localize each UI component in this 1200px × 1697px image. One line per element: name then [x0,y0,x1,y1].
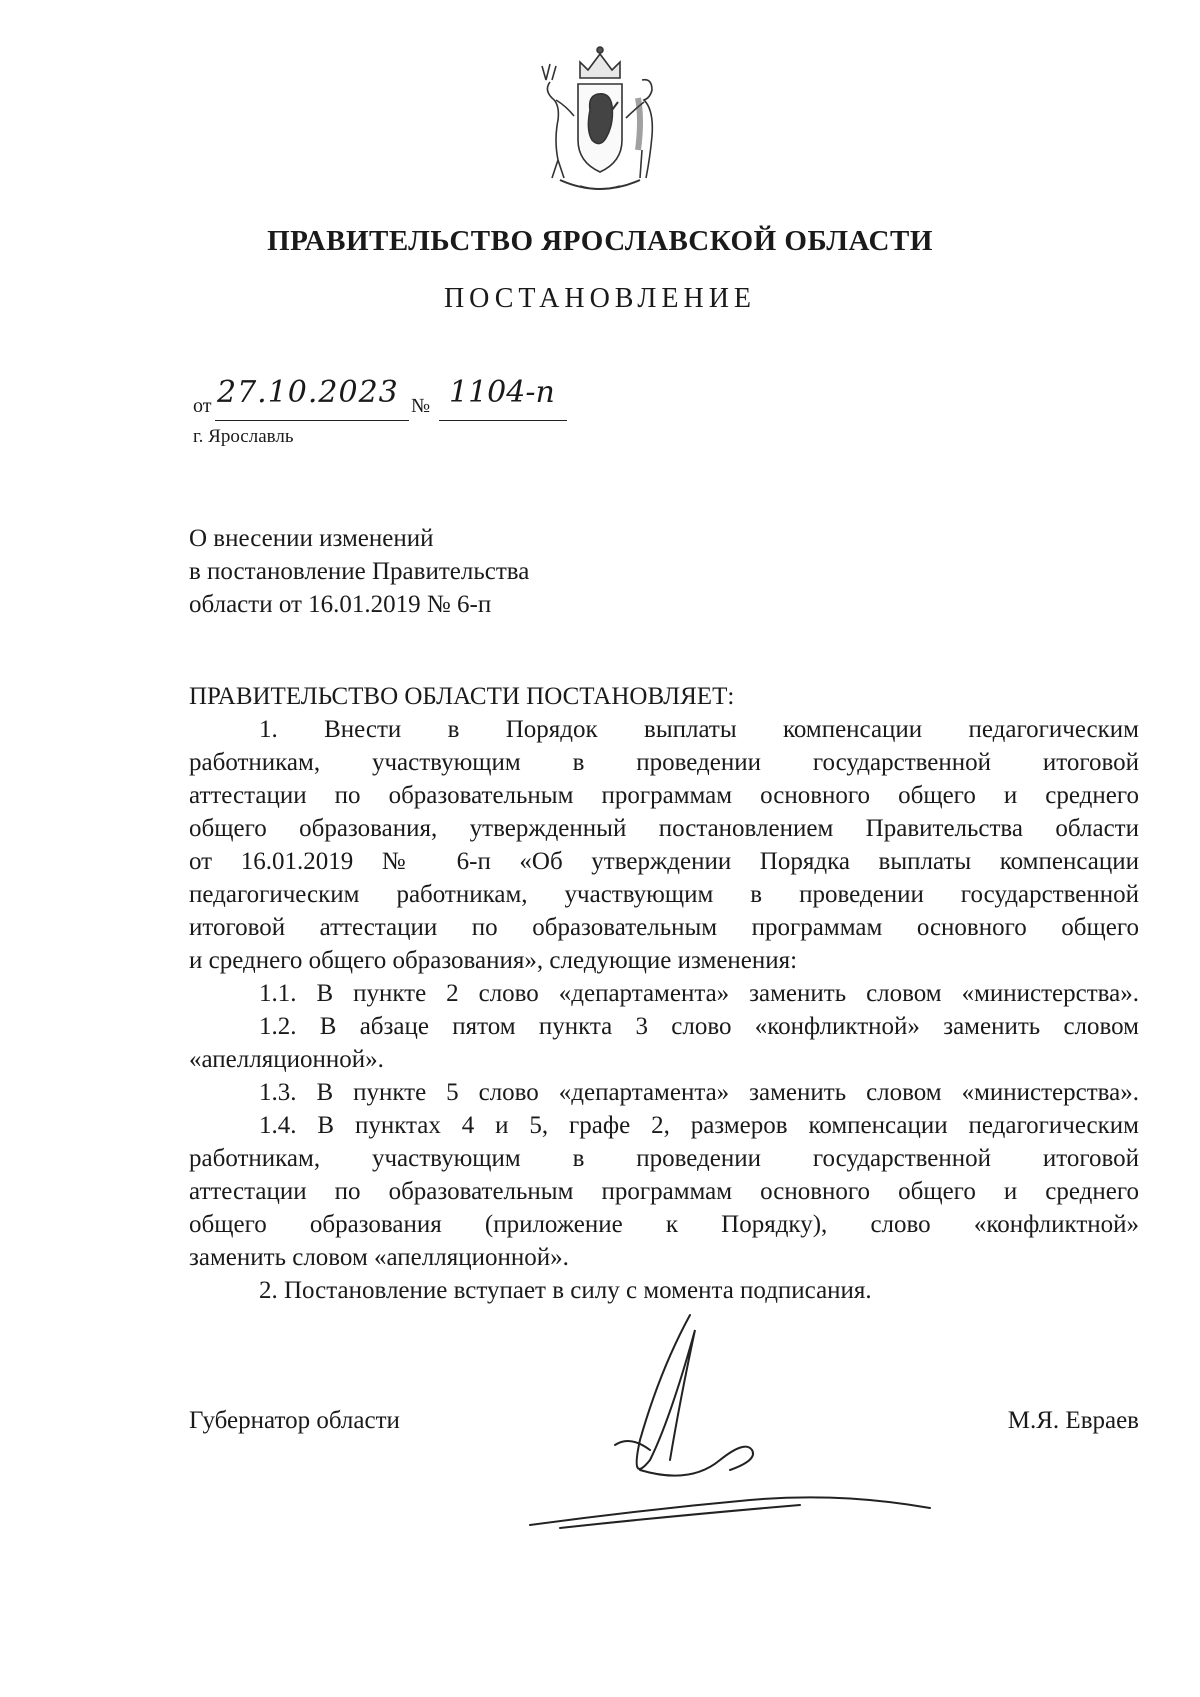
signatory-position: Губернатор области [189,1407,400,1434]
paragraph-line: 1.4. В пунктах 4 и 5, графе 2, размеров компенсации педагогическим [259,1112,1139,1139]
paragraph-line: 1.1. В пункте 2 слово «департамента» заменить словом «министерства». [259,980,1139,1007]
paragraph-line: работникам, участвующим в проведении государственной итоговой [189,749,1139,776]
number-sign: № [411,395,431,417]
date-line [193,375,613,423]
paragraph-line: от 16.01.2019 № 6-п «Об утверждении Порядка выплаты компенсации [189,848,1139,875]
paragraph-line: 1.3. В пункте 5 слово «департамента» заменить словом «министерства». [259,1079,1139,1106]
government-title: ПРАВИТЕЛЬСТВО ЯРОСЛАВСКОЙ ОБЛАСТИ [267,225,933,257]
document-body [189,680,1139,1307]
paragraph-line: заменить словом «апелляционной». [189,1244,569,1271]
date-prefix: от [193,395,212,417]
paragraph-line: «апелляционной». [189,1046,384,1073]
paragraph-line: 1. Внести в Порядок выплаты компенсации педагогическим [259,716,1139,743]
coat-of-arms-icon [530,40,670,200]
paragraph-line: 2. Постановление вступает в силу с момента подписания. [259,1277,872,1304]
paragraph-line: итоговой аттестации по образовательным программам основного общего [189,914,1139,941]
paragraph-line: общего образования, утвержденный постановлением Правительства области [189,815,1139,842]
subject-line: в постановление Правительства [189,558,530,585]
number-underline [439,420,567,421]
document-number: 1104-п [449,375,555,410]
document-date: 27.10.2023 [217,375,399,410]
document-type: ПОСТАНОВЛЕНИЕ [443,283,757,314]
document-subject [189,522,529,621]
city: г. Ярославль [193,426,294,447]
paragraph-line: работникам, участвующим в проведении государственной итоговой [189,1145,1139,1172]
paragraph-line: аттестации по образовательным программам основного общего и среднего [189,782,1139,809]
handwritten-signature-icon [520,1310,940,1540]
date-underline [215,420,409,421]
paragraph-line: и среднего общего образования», следующие изменения: [189,947,798,974]
paragraph-line: 1.2. В абзаце пятом пункта 3 слово «конфликтной» заменить словом [259,1013,1139,1040]
paragraph-line: педагогическим работникам, участвующим в проведении государственной [189,881,1139,908]
signatory-name: М.Я. Евраев [1007,1407,1139,1434]
paragraph-line: общего образования (приложение к Порядку), слово «конфликтной» [189,1211,1139,1238]
subject-line: О внесении изменений [189,525,434,552]
decree-line: ПРАВИТЕЛЬСТВО ОБЛАСТИ ПОСТАНОВЛЯЕТ: [189,683,735,710]
paragraph-line: аттестации по образовательным программам основного общего и среднего [189,1178,1139,1205]
subject-line: области от 16.01.2019 № 6-п [189,591,492,618]
